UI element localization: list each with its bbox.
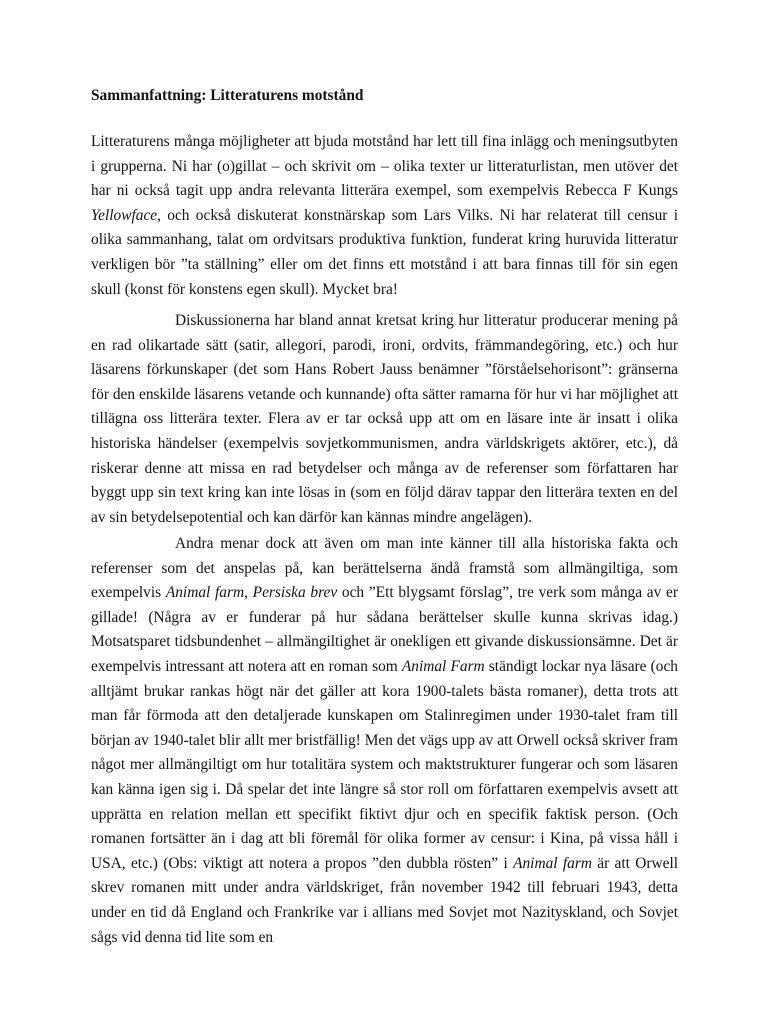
paragraph-2: Diskussionerna har bland annat kretsat kring hur litteratur producerar mening på en rad olikartade sätt (satir, allegori, parodi, ironi, ordvits, främmandegöring, etc.) och hur läsarens förkunskaper (det som Hans Robert Jauss benämner ”förståelsehorisont”: gränserna för den enskilde läsarens vetande och kunnande) ofta sätter ramarna för hur vi har möjlighet att tillägna oss litterära texter. Flera av er tar också upp att om en läsare inte är insatt i olika historiska händelser (exempelvis sovjetkommunismen, andra världskrigets aktörer, etc.), då riskerar denne att missa en rad betydelser och många av de referenser som författaren har byggt upp sin text kring kan inte lösas in (som en följd därav tappar den litterära texten en del av sin betydelsepotential och kan därför kan kännas mindre angelägen). <box>91 312 678 526</box>
p1-text-a: Litteraturens många möjligheter att bjuda motstånd har lett till fina inlägg och meningsutbyten i grupperna. Ni har (o)gillat – och skrivit om – olika texter ur litteraturlistan, men utöver det har ni också tagit upp andra relevanta litterära exempel, som exempelvis Rebecca F Kungs <box>91 133 678 200</box>
p3-text-d: ständigt lockar nya läsare (och alltjämt brukar rankas högt när det gäller att kora 1900-talets bästa romaner), detta trots att man får förmoda att den detaljerade kunskapen om Stalinregimen under 1930-talet fram till början av 1940-talet blir allt mer bristfällig! Men det vägs upp av att Orwell också skriver fram något mer allmängiltigt om hur totalitära system och maktstrukturer fungerar och som läsaren kan känna igen sig i. Då spelar det inte längre så stor roll om författaren exempelvis avsett att upprätta en relation mellan ett specifikt fiktivt djur och en specifik faktisk person. (Och romanen fortsätter än i dag att bli föremål för olika former av censur: i Kina, på vissa håll i USA, etc.) (Obs: viktigt att notera a propos ”den dubbla rösten” i <box>91 657 678 872</box>
p3-book-title-animal-farm-3: Animal farm <box>513 854 592 872</box>
p1-text-b: , och också diskuterat konstnärskap som Lars Vilks. Ni har relaterat till censur i olika sammanhang, talat om ordvitsars produktiva funktion, funderat kring huruvida litteratur verkligen bör ”ta ställning” eller om det finns ett motstånd i att bara finnas till för sin egen skull (konst för konstens egen skull). Mycket bra! <box>91 206 678 298</box>
document-heading: Sammanfattning: Litteraturens motstånd <box>91 87 364 104</box>
p1-book-title-yellowface: Yellowface <box>91 206 158 224</box>
p3-text-a: Andra menar dock att även om man inte känner till alla historiska fakta och referenser som det anspelas på, kan berättelserna ändå framstå som allmängiltiga, som exempelvis <box>91 535 678 602</box>
paragraph-3 <box>91 532 678 950</box>
p3-text-c: och ”Ett blygsamt förslag”, tre verk som många av er gillade! (Några av er funderar på hur sådana berättelser skulle kunna skrivas idag.) Motsatsparet tidsbundenhet – allmängiltighet är onekligen ett givande diskussionsämne. Det är exempelvis intressant att notera att en roman som <box>91 584 678 675</box>
paragraph-1 <box>91 130 678 302</box>
p3-book-title-animal-farm-1: Animal farm <box>165 584 245 602</box>
p3-book-title-animal-farm-2: Animal Farm <box>401 657 485 675</box>
p3-text-e: är att Orwell skrev romanen mitt under andra världskriget, från november 1942 till februari 1943, detta under en tid då England och Frankrike var i allians med Sovjet mot Nazityskland, och Sovjet sågs vid denna tid lite som en <box>91 854 678 946</box>
p3-book-title-persiska-brev: Persiska brev <box>252 584 338 602</box>
p3-text-b: , <box>244 584 253 602</box>
